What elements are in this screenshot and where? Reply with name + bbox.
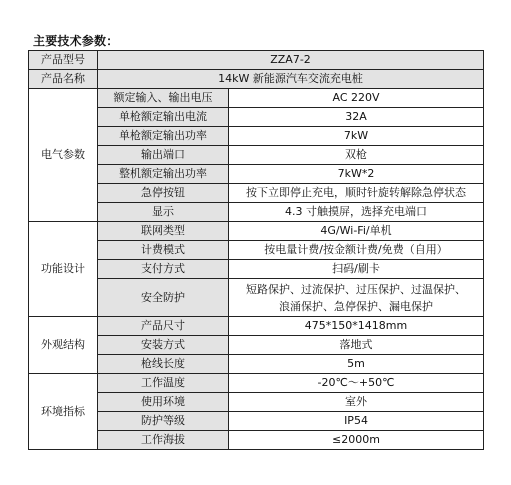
row-label: 单枪额定输出功率: [98, 127, 229, 146]
table-row: [29, 203, 484, 222]
row-value: IP54: [229, 412, 484, 431]
table-row: [29, 108, 484, 127]
model-value: ZZA7-2: [98, 51, 484, 70]
row-label: 联网类型: [98, 222, 229, 241]
row-value: 按电量计费/按金额计费/免费（自用）: [229, 241, 484, 260]
row-label: 显示: [98, 203, 229, 222]
row-value: 4.3 寸触摸屏，选择充电端口: [229, 203, 484, 222]
group-label-function: 功能设计: [29, 222, 98, 317]
table-row: [29, 222, 484, 241]
name-label: 产品名称: [29, 70, 98, 89]
row-label: 计费模式: [98, 241, 229, 260]
table-row: [29, 184, 484, 203]
table-row: [29, 355, 484, 374]
name-value: 14kW 新能源汽车交流充电桩: [98, 70, 484, 89]
table-row: [29, 260, 484, 279]
table-row: [29, 241, 484, 260]
row-label: 防护等级: [98, 412, 229, 431]
table-row: [29, 336, 484, 355]
group-label-environment: 环境指标: [29, 374, 98, 450]
table-row: [29, 146, 484, 165]
row-value: 7kW*2: [229, 165, 484, 184]
group-label-electrical: 电气参数: [29, 89, 98, 222]
table-row: [29, 317, 484, 336]
table-row: [29, 165, 484, 184]
row-value: 7kW: [229, 127, 484, 146]
row-label: 枪线长度: [98, 355, 229, 374]
row-value: 32A: [229, 108, 484, 127]
row-label: 额定输入、输出电压: [98, 89, 229, 108]
row-value-line-1: 短路保护、过流保护、过压保护、过温保护、: [246, 282, 466, 296]
row-label: 工作海拔: [98, 431, 229, 450]
row-value: 按下立即停止充电，顺时针旋转解除急停状态: [229, 184, 484, 203]
row-value: ≤2000m: [229, 431, 484, 450]
table-row: [29, 431, 484, 450]
row-label: 产品尺寸: [98, 317, 229, 336]
table-row: [29, 393, 484, 412]
row-value-line-2: 浪涌保护、急停保护、漏电保护: [279, 299, 433, 313]
group-label-appearance: 外观结构: [29, 317, 98, 374]
table-row: [29, 412, 484, 431]
table-row: [29, 89, 484, 108]
row-label: 支付方式: [98, 260, 229, 279]
row-value: 5m: [229, 355, 484, 374]
row-label: 安全防护: [98, 279, 229, 317]
row-value: 扫码/刷卡: [229, 260, 484, 279]
table-row: [29, 279, 484, 317]
table-row: [29, 374, 484, 393]
row-label: 使用环境: [98, 393, 229, 412]
row-label: 安装方式: [98, 336, 229, 355]
model-label: 产品型号: [29, 51, 98, 70]
spec-table: [28, 50, 484, 450]
row-value: 落地式: [229, 336, 484, 355]
table-row: [29, 127, 484, 146]
row-label: 工作温度: [98, 374, 229, 393]
row-label: 输出端口: [98, 146, 229, 165]
row-label: 急停按钮: [98, 184, 229, 203]
row-value: AC 220V: [229, 89, 484, 108]
row-value: 双枪: [229, 146, 484, 165]
row-value: 室外: [229, 393, 484, 412]
row-value: 475*150*1418mm: [229, 317, 484, 336]
section-heading: 主要技术参数：: [33, 34, 119, 48]
row-value: 4G/Wi-Fi/单机: [229, 222, 484, 241]
row-value-multiline: [229, 279, 484, 317]
row-label: 整机额定输出功率: [98, 165, 229, 184]
table-row-name: [29, 70, 484, 89]
row-value: -20℃～+50℃: [229, 374, 484, 393]
table-row-model: [29, 51, 484, 70]
row-label: 单枪额定输出电流: [98, 108, 229, 127]
